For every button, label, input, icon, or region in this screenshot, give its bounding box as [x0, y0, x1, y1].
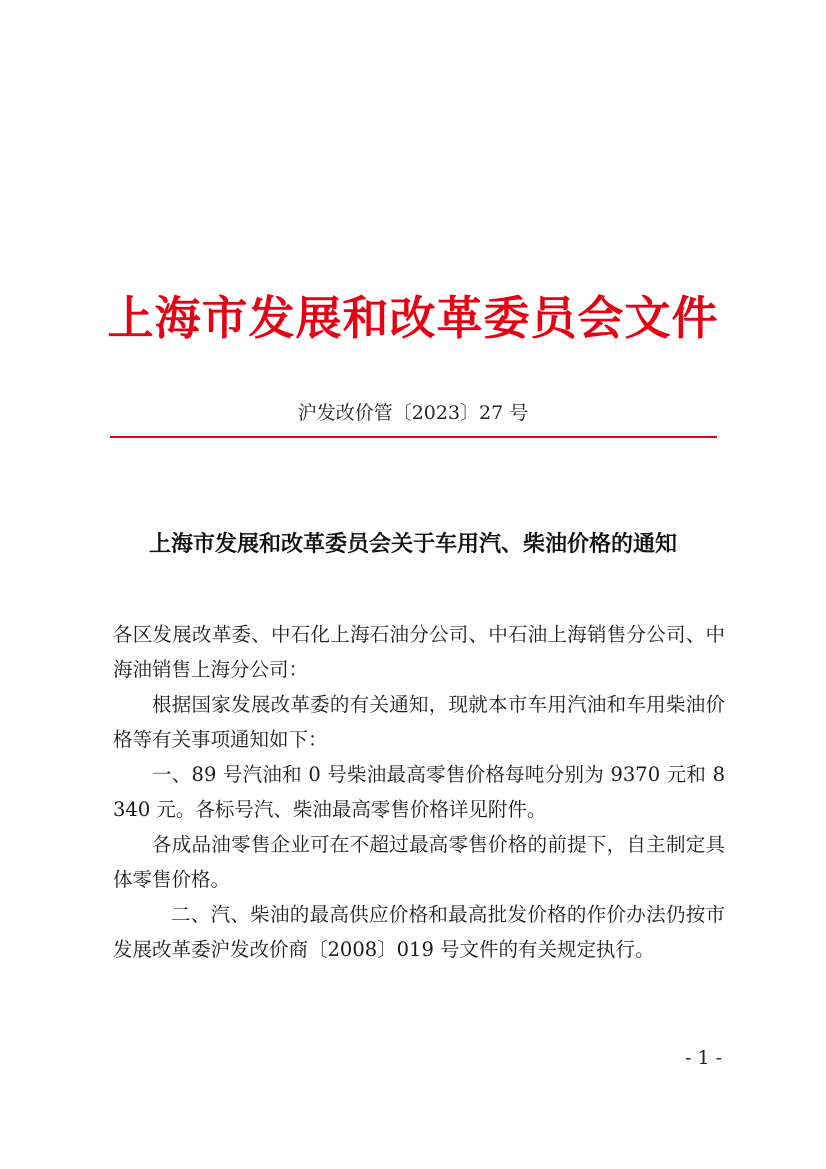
document-title: 上海市发展和改革委员会关于车用汽、柴油价格的通知 [148, 531, 677, 557]
body-paragraph: 一、89 号汽油和 0 号柴油最高零售价格每吨分别为 9370 元和 8340 元。各标号汽、柴油最高零售价格详见附件。 [113, 763, 725, 821]
body-paragraph: 二、汽、柴油的最高供应价格和最高批发价格的作价办法仍按市发展改革委沪发改价商〔2008〕019 号文件的有关规定执行。 [113, 903, 725, 961]
addressees: 各区发展改革委、中石化上海石油分公司、中石油上海销售分公司、中海油销售上海分公司： [113, 623, 725, 681]
body-paragraph: 根据国家发展改革委的有关通知，现就本市车用汽油和车用柴油价格等有关事项通知如下： [113, 693, 725, 751]
red-separator-line [110, 436, 717, 438]
document-body [113, 617, 725, 967]
page-number: - 1 - [684, 1047, 722, 1069]
body-paragraph: 各成品油零售企业可在不超过最高零售价格的前提下，自主制定具体零售价格。 [113, 833, 725, 891]
document-number: 沪发改价管〔2023〕27 号 [297, 402, 529, 424]
issuing-authority-header: 上海市发展和改革委员会文件 [107, 291, 719, 345]
